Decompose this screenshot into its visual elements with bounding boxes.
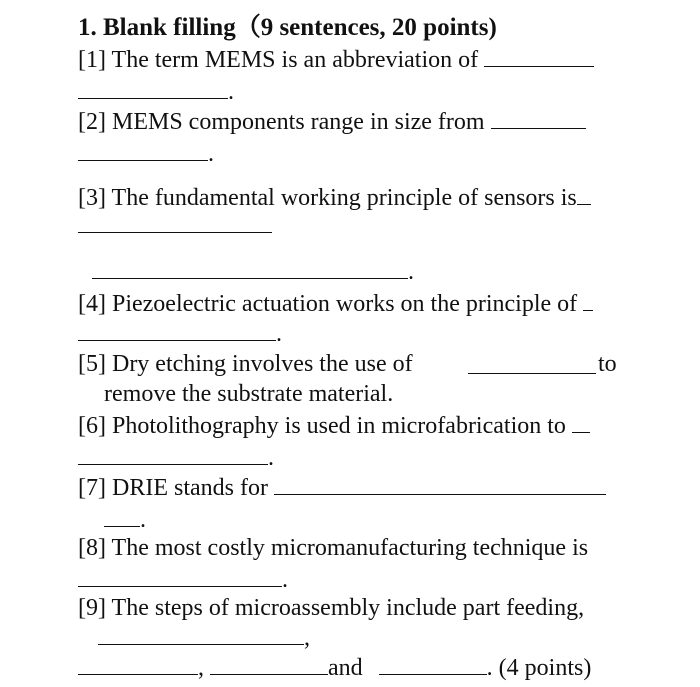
- answer-blank-9d[interactable]: [379, 654, 487, 675]
- question-9-and: and: [328, 655, 363, 681]
- question-1-cont: [78, 78, 234, 106]
- answer-blank-7a[interactable]: [274, 474, 606, 495]
- question-3-cont: [78, 212, 272, 240]
- question-5: [78, 350, 620, 378]
- answer-blank-3c[interactable]: [92, 258, 408, 279]
- question-6-end: .: [268, 445, 274, 471]
- question-3: [78, 184, 591, 212]
- answer-blank-3b[interactable]: [78, 212, 272, 233]
- question-4-end: .: [276, 321, 282, 347]
- question-9: [78, 594, 584, 622]
- question-1-end: .: [228, 79, 234, 105]
- question-3-text: [3] The fundamental working principle of sensors is: [78, 185, 577, 211]
- answer-blank-4b[interactable]: [78, 320, 276, 341]
- answer-blank-6a[interactable]: [572, 412, 590, 433]
- question-9-points: (4 points): [498, 655, 592, 681]
- section-title: 1. Blank filling（9 sentences, 20 points): [78, 14, 497, 41]
- answer-blank-9c[interactable]: [210, 654, 328, 675]
- question-1: [78, 46, 594, 74]
- answer-blank-4a[interactable]: [583, 290, 593, 311]
- question-4-text: [4] Piezoelectric actuation works on the principle of: [78, 291, 578, 317]
- question-9-comma-2: ,: [198, 655, 204, 681]
- question-2-text: [2] MEMS components range in size from: [78, 109, 485, 135]
- answer-blank-1b[interactable]: [78, 78, 228, 99]
- question-5-text: [5] Dry etching involves the use of: [78, 351, 413, 377]
- question-3-cont2: [92, 258, 414, 286]
- question-8-text: [8] The most costly micromanufacturing technique is: [78, 535, 589, 561]
- question-8: [78, 534, 588, 562]
- question-1-text: [1] The term MEMS is an abbreviation of: [78, 47, 479, 73]
- question-2: [78, 108, 586, 136]
- question-2-end: .: [208, 141, 214, 167]
- question-9-comma-1: ,: [304, 625, 310, 651]
- question-9-cont2: [78, 654, 591, 682]
- question-6-text: [6] Photolithography is used in microfabrication to: [78, 413, 566, 439]
- question-9-text: [9] The steps of microassembly include part feeding,: [78, 595, 585, 621]
- answer-blank-3a[interactable]: [577, 184, 591, 205]
- answer-blank-8[interactable]: [78, 566, 282, 587]
- answer-blank-7b[interactable]: [104, 506, 140, 527]
- question-7: [78, 474, 606, 502]
- question-5-cont: remove the substrate material.: [104, 381, 394, 407]
- question-7-cont: [104, 506, 146, 534]
- question-5-after: to: [598, 351, 617, 377]
- question-7-end: .: [140, 507, 146, 533]
- question-9-cont: [98, 624, 310, 652]
- answer-blank-9a[interactable]: [98, 624, 304, 645]
- question-4-cont: [78, 320, 282, 348]
- question-6-cont: [78, 444, 274, 472]
- question-4: [78, 290, 593, 318]
- question-8-end: .: [282, 567, 288, 593]
- question-6: [78, 412, 590, 440]
- question-7-text: [7] DRIE stands for: [78, 475, 268, 501]
- answer-blank-2a[interactable]: [491, 108, 586, 129]
- question-8-cont: [78, 566, 288, 594]
- answer-blank-1a[interactable]: [484, 46, 594, 67]
- question-2-cont: [78, 140, 214, 168]
- question-3-end: .: [408, 259, 414, 285]
- question-9-end: .: [486, 655, 493, 681]
- answer-blank-2b[interactable]: [78, 140, 208, 161]
- answer-blank-5[interactable]: [468, 353, 596, 374]
- answer-blank-6b[interactable]: [78, 444, 268, 465]
- answer-blank-9b[interactable]: [78, 654, 198, 675]
